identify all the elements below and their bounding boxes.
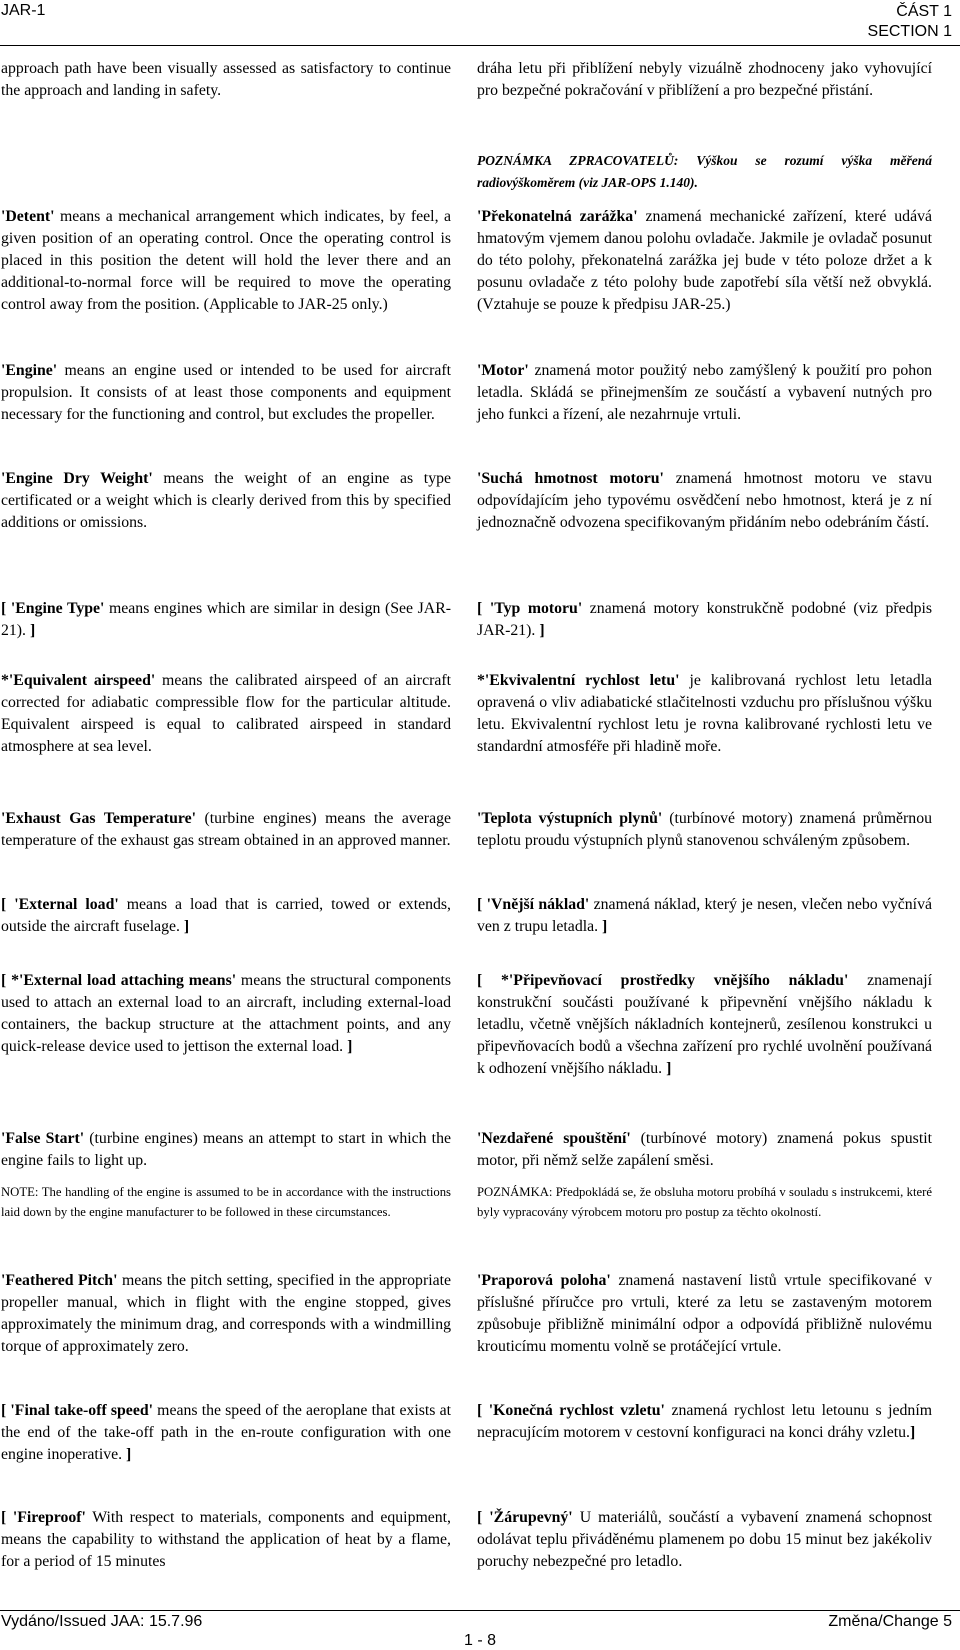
text-false-start: (turbine engines) means an attempt to start in which the engine fails to light up. [1, 1130, 451, 1169]
term-external-load-attaching-means: *'External load attaching means' [11, 972, 237, 989]
definition-external-load [1, 894, 451, 938]
term-engine-type: 'Engine Type' [10, 600, 105, 617]
definition-fireproof-cz [477, 1507, 932, 1573]
definition-external-load-cz [477, 894, 932, 938]
definition-false-start [1, 1128, 451, 1172]
bracket-close: ] [126, 1446, 132, 1463]
bracket-open: [ [1, 1509, 13, 1526]
term-exhaust-gas-temperature-cz: 'Teplota výstupních plynů' [477, 810, 663, 827]
text-detent: means a mechanical arrangement which indicates, by feel, a given position of an operating control. Once the operating control is placed in this position the detent will hold the lever there and an additional-to-normal force will be required to move the operating control away from the position. (Applicable to JAR-25 only.) [1, 208, 451, 313]
bracket-open: [ [477, 896, 487, 913]
bracket-close: ] [539, 622, 545, 639]
definition-engine-cz [477, 360, 932, 426]
bracket-close: ] [347, 1038, 353, 1055]
note-false-start-cz: POZNÁMKA: Předpokládá se, že obsluha motoru probíhá v souladu s instrukcemi, které byly vypracovány výrobcem motoru pro postup za těchto okolností. [477, 1185, 932, 1219]
approach-continuation-cz: dráha letu při přiblížení nebyly vizuálně zhodnoceny jako vyhovující pro bezpečné pokračování v přiblížení a pro bezpečné přistání. [477, 60, 932, 99]
bracket-open: [ [1, 1402, 11, 1419]
term-final-take-off-speed: 'Final take-off speed' [10, 1402, 154, 1419]
text-engine: means an engine used or intended to be used for aircraft propulsion. It consists of at least those components and equipment necessary for the functioning and control, but excludes the propeller. [1, 362, 451, 423]
term-feathered-pitch: 'Feathered Pitch' [1, 1272, 118, 1289]
bracket-open: [ [1, 600, 11, 617]
text-engine-dry-weight: means the weight of an engine as type certificated or a weight which is clearly derived from this by specified additions or omissions. [1, 470, 452, 531]
term-fireproof: 'Fireproof' [12, 1509, 86, 1526]
footer-rule [0, 1610, 960, 1611]
text-detent-cz: znamená mechanické zařízení, které udává hmatovým vjemem danou polohu ovladače. Jakmile je ovladač posunut do této polohy, překonatelná zarážka jej bude v této poloze držet a k posunu ovladače z této polohy bude zapotřebí síla větší než obvyklá. (Vztahuje se pouze k předpisu JAR-25.) [477, 208, 932, 313]
czech-column [477, 0, 932, 1600]
term-detent: 'Detent' [1, 208, 55, 225]
text-final-take-off-speed-cz: znamená rychlost letu letounu s jedním nepracujícím motorem v cestovní konfiguraci na konci dráhy vzletu. [477, 1402, 932, 1441]
text-fireproof-cz: U materiálů, součástí a vybavení znamená schopnost odolávat teplu přiváděnému plamenem po dobu 15 minut bez jakékoliv poruchy nebezpečné pro letadlo. [477, 1509, 932, 1570]
term-final-take-off-speed-cz: 'Konečná rychlost vzletu' [488, 1402, 665, 1419]
text-external-load-attaching-means: means the structural components used to attach an external load to an aircraft, including external-load containers, the backup structure at the attachment points, and any quick-release device used to jettison the external load. [1, 972, 451, 1055]
definition-equivalent-airspeed [1, 670, 451, 758]
header-doc-id: JAR-1 [1, 2, 46, 19]
definition-engine [1, 360, 451, 426]
bracket-close: ] [666, 1060, 672, 1077]
term-engine: 'Engine' [1, 362, 58, 379]
header-section-english: SECTION 1 [867, 23, 952, 40]
note-processor: POZNÁMKA ZPRACOVATELŮ: Výškou se rozumí výška měřená radiovýškoměrem (viz JAR-OPS 1.140). [477, 153, 932, 190]
approach-continuation: approach path have been visually assessed as satisfactory to continue the approach and landing in safety. [1, 60, 451, 99]
bracket-open: [ [477, 1509, 490, 1526]
term-external-load: 'External load' [14, 896, 119, 913]
definition-feathered-pitch-cz [477, 1270, 932, 1358]
text-exhaust-gas-temperature-cz: (turbínové motory) znamená průměrnou teplotu proudu výstupních plynů stanovenou schváleným způsobem. [477, 810, 933, 849]
definition-detent [1, 206, 451, 316]
note-false-start: NOTE: The handling of the engine is assumed to be in accordance with the instructions laid down by the engine manufacturer to be followed in these circumstances. [1, 1185, 451, 1219]
text-external-load-cz: znamená náklad, který je nesen, vlečen nebo vyčnívá ven z trupu letadla. [477, 896, 932, 935]
text-exhaust-gas-temperature: (turbine engines) means the average temperature of the exhaust gas stream obtained in an approved manner. [1, 810, 451, 849]
definition-final-take-off-speed [1, 1400, 451, 1466]
definition-external-load-attaching-means [1, 970, 451, 1058]
term-engine-dry-weight: 'Engine Dry Weight' [1, 470, 153, 487]
text-external-load: means a load that is carried, towed or extends, outside the aircraft fuselage. [1, 896, 451, 935]
term-false-start: 'False Start' [1, 1130, 85, 1147]
bracket-open: [ [1, 896, 15, 913]
english-column [1, 0, 451, 1600]
text-feathered-pitch: means the pitch setting, specified in the appropriate propeller manual, which in flight with the engine stopped, gives approximately the minimum drag, and corresponds with a windmilling torque of approximately zero. [1, 1272, 452, 1355]
definition-exhaust-gas-temperature [1, 808, 451, 852]
text-engine-dry-weight-cz: znamená hmotnost motoru ve stavu odpovídajícím jeho typovému osvědčení nebo hmotnost, která je z ní jednoznačně odvozena specifikovaným přidáním nebo odebráním částí. [477, 470, 932, 531]
definition-fireproof [1, 1507, 451, 1573]
definition-feathered-pitch [1, 1270, 451, 1358]
bracket-open: [ [477, 600, 490, 617]
definition-detent-cz [477, 206, 932, 316]
bracket-open: [ [477, 972, 502, 989]
footer-change: Změna/Change 5 [828, 1613, 952, 1630]
footer-issued: Vydáno/Issued JAA: 15.7.96 [1, 1613, 203, 1630]
term-false-start-cz: 'Nezdařené spouštění' [477, 1130, 631, 1147]
bracket-open: [ [477, 1402, 489, 1419]
text-engine-type: means engines which are similar in design (See JAR-21). [1, 600, 451, 639]
term-engine-type-cz: 'Typ motoru' [489, 600, 583, 617]
definition-equivalent-airspeed-cz [477, 670, 932, 758]
text-feathered-pitch-cz: znamená nastavení listů vrtule specifikované v příslušné příručce pro vrtuli, které za letu se zastaveným motorem způsobuje přibližně minimální odpor a odpovídá přibližně nulovému krouticímu momentu volně se protáčející vrtule. [477, 1272, 932, 1355]
text-equivalent-airspeed: means the calibrated airspeed of an aircraft corrected for adiabatic compressible flow for the particular altitude. Equivalent airspeed is equal to calibrated airspeed in standard atmosphere at sea level. [1, 672, 452, 755]
text-engine-cz: znamená motor použitý nebo zamýšlený k použití pro pohon letadla. Skládá se přinejmenším ze součástí a vybavení nutných pro jeho funkci a řízení, ale nezahrnuje vrtuli. [477, 362, 932, 423]
bracket-close: ] [29, 622, 36, 639]
header-section-czech: ČÁST 1 [896, 3, 952, 20]
definition-false-start-cz [477, 1128, 932, 1172]
text-external-load-attaching-means-cz: znamenají konstrukční součásti používané k připevnění vnějšího nákladu k letadlu, včetně vnějších nákladních kontejnerů, zesílenou konstrukci u připevňovacích bodů a všechna zařízení pro rychlé uvolnění používaná k odhození vnějšího nákladu. [477, 972, 933, 1077]
definition-engine-dry-weight-cz [477, 468, 932, 534]
text-final-take-off-speed: means the speed of the aeroplane that exists at the end of the take-off path in the en-route configuration with one engine inoperative. [1, 1402, 451, 1463]
definition-engine-dry-weight [1, 468, 451, 534]
term-exhaust-gas-temperature: 'Exhaust Gas Temperature' [1, 810, 196, 827]
term-equivalent-airspeed-cz: *'Ekvivalentní rychlost letu' [477, 672, 680, 689]
bracket-close: ] [602, 918, 608, 935]
bracket-close: ] [183, 918, 190, 935]
definition-engine-type [1, 598, 451, 642]
text-equivalent-airspeed-cz: je kalibrovaná rychlost letu letadla opravená o vliv adiabatické stlačitelnosti vzduchu pro příslušnou výšku letu. Ekvivalentní rychlost letu je rovna kalibrované rychlosti letu ve standardní atmosféře při hladině moře. [477, 672, 933, 755]
definition-external-load-attaching-means-cz [477, 970, 932, 1080]
term-external-load-cz: 'Vnější náklad' [486, 896, 590, 913]
definition-exhaust-gas-temperature-cz [477, 808, 932, 852]
term-fireproof-cz: 'Žárupevný' [489, 1509, 573, 1526]
text-false-start-cz: (turbínové motory) znamená pokus spustit motor, při němž selže zapálení směsi. [477, 1130, 932, 1169]
bracket-close: ] [909, 1424, 916, 1441]
term-external-load-attaching-means-cz: *'Připevňovací prostředky vnějšího nákladu' [501, 972, 849, 989]
definition-final-take-off-speed-cz [477, 1400, 932, 1444]
page-number: 1 - 8 [463, 1632, 496, 1649]
term-equivalent-airspeed: *'Equivalent airspeed' [1, 672, 156, 689]
text-fireproof: With respect to materials, components and equipment, means the capability to withstand the application of heat by a flame, for a period of 15 minutes [1, 1509, 452, 1570]
term-detent-cz: 'Překonatelná zarážka' [477, 208, 638, 225]
term-engine-cz: 'Motor' [477, 362, 529, 379]
bracket-open: [ [1, 972, 12, 989]
definition-engine-type-cz [477, 598, 932, 642]
term-feathered-pitch-cz: 'Praporová poloha' [477, 1272, 611, 1289]
term-engine-dry-weight-cz: 'Suchá hmotnost motoru' [477, 470, 664, 487]
text-engine-type-cz: znamená motory konstrukčně podobné (viz předpis JAR-21). [477, 600, 932, 639]
